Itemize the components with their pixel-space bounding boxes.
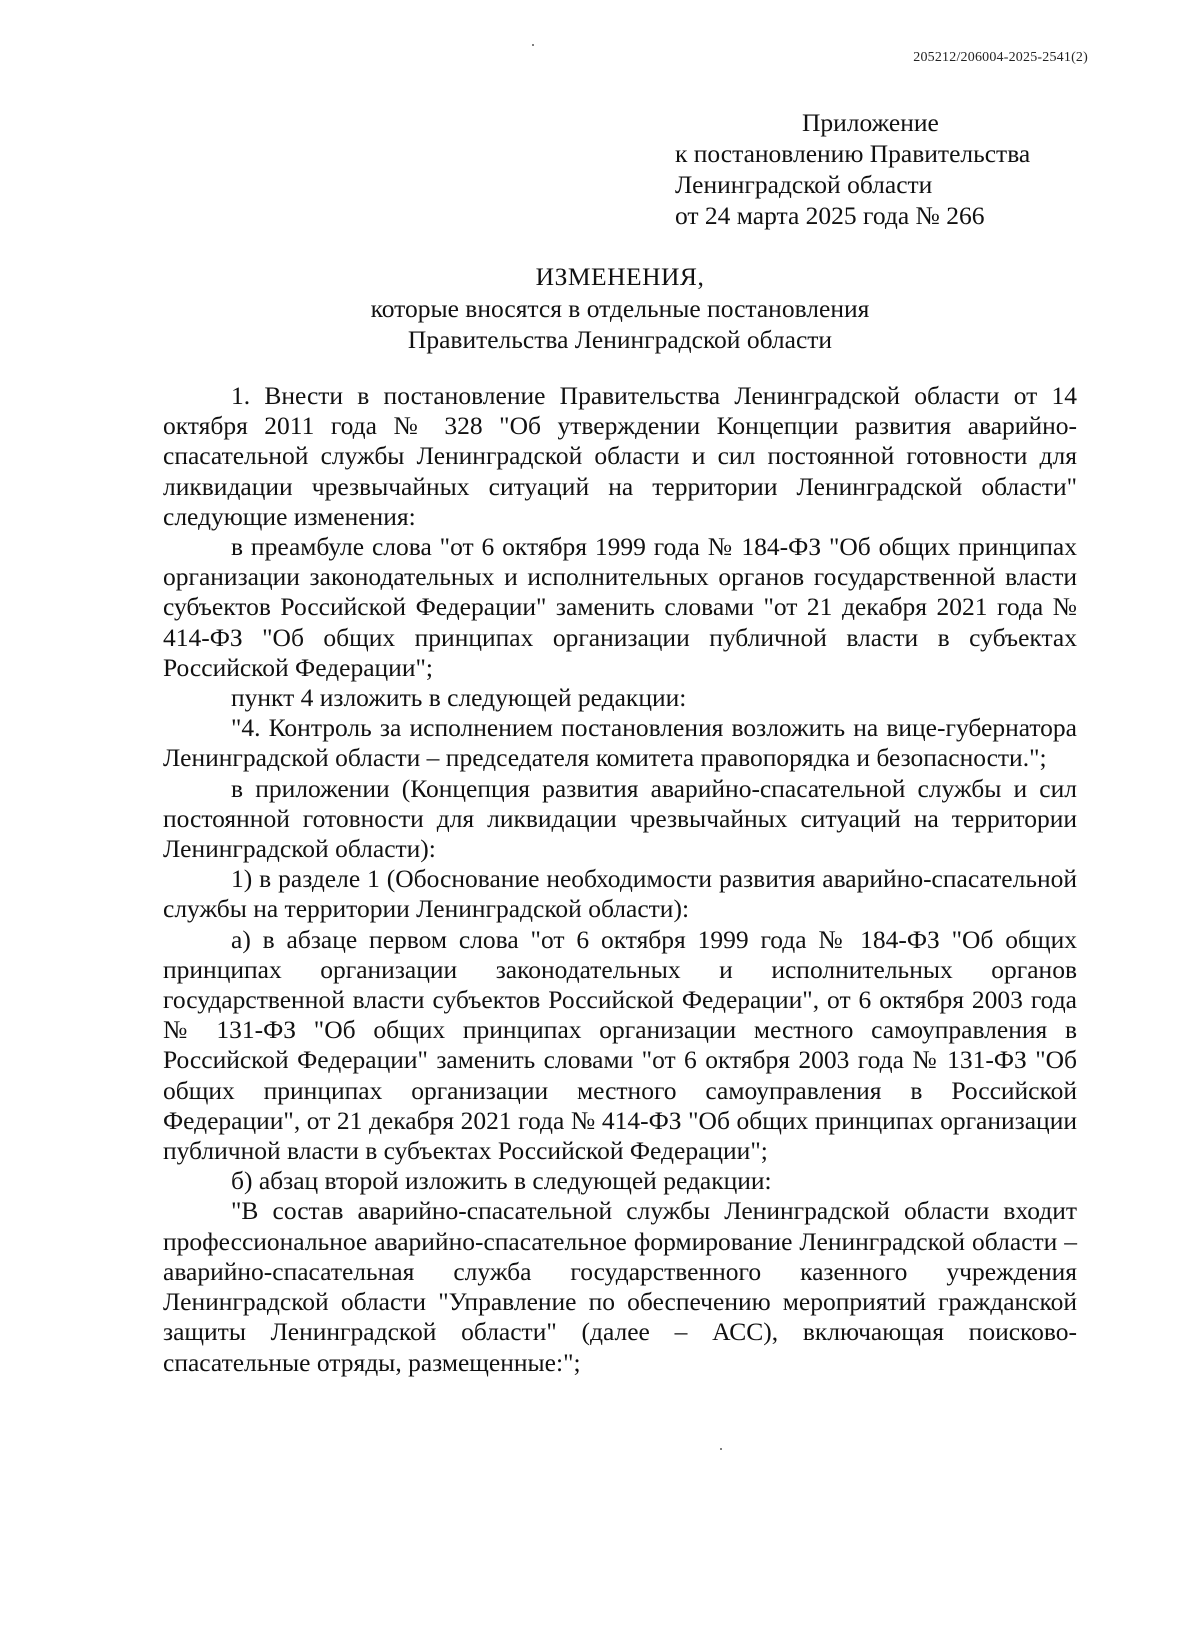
scan-speck — [532, 44, 534, 46]
attachment-title: Приложение — [802, 108, 939, 137]
paragraph-preamble: в преамбуле слова "от 6 октября 1999 года № 184-ФЗ "Об общих принципах организации законодательных и исполнительных органов государственной власти субъектов Российской Федерации" заменить словами "от 21 декабря 2021 года № 414-ФЗ "Об общих принципах организации публичной власти в субъектах Российской Федерации"; — [163, 532, 1077, 682]
paragraph-appendix: в приложении (Концепция развития аварийно-спасательной службы и сил постоянной готовности для ликвидации чрезвычайных ситуаций на территории Ленинградской области): — [163, 773, 1077, 864]
paragraph-ass-composition: "В состав аварийно-спасательной службы Ленинградской области входит профессиональное аварийно-спасательное формирование Ленинградской области – аварийно-спасательная служба государственного казенного учреждения Ленинградской области "Управление по обеспечению мероприятий гражданской защиты Ленинградской области" (далее – АСС), включающая поисково-спасательные отряды, размещенные:"; — [163, 1196, 1077, 1377]
document-title: ИЗМЕНЕНИЯ, — [535, 262, 705, 291]
document-registration-code: 205212/206004-2025-2541(2) — [913, 50, 1088, 65]
paragraph-point-4-text: "4. Контроль за исполнением постановления возложить на вице-губернатора Ленинградской области – председателя комитета правопорядка и безопасности."; — [163, 713, 1077, 773]
document-subtitle-line2: Правительства Ленинградской области — [407, 325, 833, 354]
document-subtitle-line1: которые вносятся в отдельные постановления — [370, 294, 870, 323]
scan-speck — [720, 1448, 722, 1450]
document-body — [163, 381, 1077, 1378]
attachment-line-date-number: от 24 марта 2025 года № 266 — [675, 201, 985, 230]
paragraph-point-4: пункт 4 изложить в следующей редакции: — [231, 683, 687, 713]
attachment-block — [675, 107, 1095, 231]
attachment-line-region: Ленинградской области — [675, 170, 933, 199]
paragraph-subitem-a: а) в абзаце первом слова "от 6 октября 1999 года № 184-ФЗ "Об общих принципах организации законодательных и исполнительных органов государственной власти субъектов Российской Федерации", от 6 октября 2003 года № 131-ФЗ "Об общих принципах организации местного самоуправления в Российской Федерации" заменить словами "от 6 октября 2003 года № 131-ФЗ "Об общих принципах организации местного самоуправления в Российской Федерации", от 21 декабря 2021 года № 414-ФЗ "Об общих принципах организации публичной власти в субъектах Российской Федерации"; — [163, 924, 1077, 1166]
attachment-line-resolution: к постановлению Правительства — [675, 139, 1031, 168]
paragraph-item-1: 1. Внести в постановление Правительства Ленинградской области от 14 октября 2011 года № 328 "Об утверждении Концепции развития аварийно-спасательной службы Ленинградской области и сил постоянной готовности для ликвидации чрезвычайных ситуаций на территории Ленинградской области" следующие изменения: — [163, 381, 1077, 531]
paragraph-subitem-b: б) абзац второй изложить в следующей редакции: — [231, 1166, 772, 1196]
paragraph-section-1: 1) в разделе 1 (Обоснование необходимости развития аварийно-спасательной службы на территории Ленинградской области): — [163, 864, 1077, 924]
